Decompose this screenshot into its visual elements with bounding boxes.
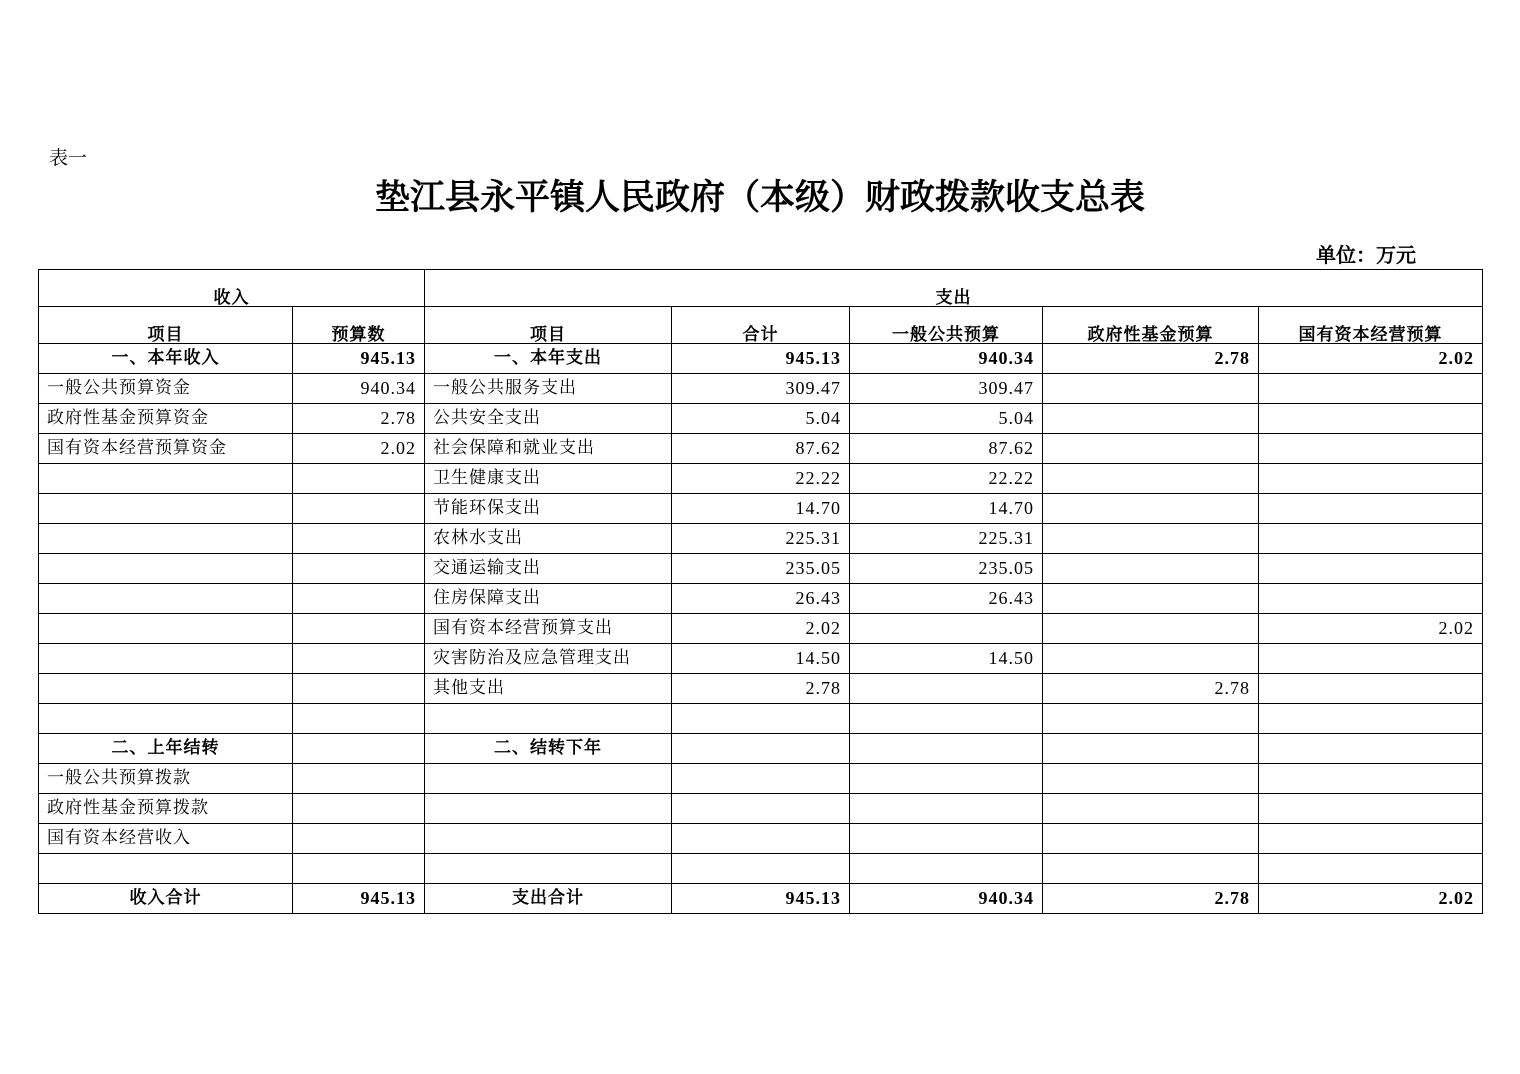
page-title: 垫江县永平镇人民政府（本级）财政拨款收支总表 [374,177,1145,218]
general-budget-cell [850,734,1043,764]
income-value-cell [293,584,425,614]
income-item-cell: 一般公共预算资金 [39,374,293,404]
income-item-cell: 一般公共预算拨款 [39,764,293,794]
gov-fund-cell [1043,554,1259,584]
table-row [39,494,1483,524]
gov-fund-cell [1043,404,1259,434]
expense-item-cell [425,794,672,824]
general-budget-header: 一般公共预算 [850,307,1043,344]
total-cell: 14.50 [672,644,850,674]
table-row [39,704,1483,734]
income-value-cell [293,674,425,704]
income-item-cell [39,644,293,674]
income-value-cell: 2.02 [293,434,425,464]
general-budget-cell [850,824,1043,854]
table-number-label: 表一 [49,147,88,169]
gov-fund-total: 2.78 [1043,884,1259,914]
general-budget-cell [850,764,1043,794]
expense-item-cell: 住房保障支出 [425,584,672,614]
income-value-cell [293,734,425,764]
gov-fund-cell [1043,434,1259,464]
state-capital-cell [1259,404,1483,434]
income-value-cell [293,794,425,824]
state-capital-cell: 2.02 [1259,614,1483,644]
gov-fund-cell [1043,494,1259,524]
table-row [39,524,1483,554]
totals-row [39,884,1483,914]
table-row [39,764,1483,794]
gov-fund-cell [1043,614,1259,644]
income-value-cell [293,854,425,884]
state-capital-cell [1259,854,1483,884]
total-cell: 945.13 [672,344,850,374]
header-row-columns [39,307,1483,344]
table-row [39,734,1483,764]
income-item-cell [39,464,293,494]
gov-fund-cell [1043,794,1259,824]
total-cell: 26.43 [672,584,850,614]
state-capital-cell [1259,764,1483,794]
gov-fund-cell [1043,374,1259,404]
budget-summary-table [38,269,1483,914]
general-budget-cell: 14.70 [850,494,1043,524]
income-value-cell [293,704,425,734]
general-budget-cell: 940.34 [850,344,1043,374]
general-budget-cell [850,614,1043,644]
expense-total-value: 945.13 [672,884,850,914]
expense-item-cell [425,824,672,854]
gov-fund-cell [1043,704,1259,734]
income-item-cell [39,614,293,644]
general-budget-cell [850,674,1043,704]
income-value-cell [293,524,425,554]
state-capital-total: 2.02 [1259,884,1483,914]
total-cell: 5.04 [672,404,850,434]
general-budget-cell: 22.22 [850,464,1043,494]
state-capital-cell [1259,674,1483,704]
income-item-cell: 一、本年收入 [39,344,293,374]
expense-item-cell: 社会保障和就业支出 [425,434,672,464]
income-value-cell [293,614,425,644]
total-cell [672,734,850,764]
total-cell: 2.02 [672,614,850,644]
table-row [39,434,1483,464]
total-cell [672,794,850,824]
income-value-cell [293,464,425,494]
income-item-cell [39,524,293,554]
income-item-header: 项目 [39,307,293,344]
state-capital-cell [1259,494,1483,524]
table-row [39,794,1483,824]
gov-fund-cell [1043,764,1259,794]
expense-item-cell [425,854,672,884]
state-capital-cell [1259,734,1483,764]
gov-fund-budget-header: 政府性基金预算 [1043,307,1259,344]
gov-fund-cell [1043,584,1259,614]
income-value-cell [293,764,425,794]
expense-item-cell: 国有资本经营预算支出 [425,614,672,644]
total-cell [672,764,850,794]
income-value-cell: 2.78 [293,404,425,434]
table-row [39,854,1483,884]
total-cell: 2.78 [672,674,850,704]
general-budget-cell: 14.50 [850,644,1043,674]
expense-item-cell: 公共安全支出 [425,404,672,434]
expense-item-cell: 一、本年支出 [425,344,672,374]
table-row [39,464,1483,494]
state-capital-cell [1259,824,1483,854]
state-capital-cell [1259,704,1483,734]
general-budget-total: 940.34 [850,884,1043,914]
unit-label: 单位：万元 [1316,243,1416,267]
income-item-cell [39,584,293,614]
state-capital-cell [1259,584,1483,614]
income-value-cell [293,494,425,524]
total-cell: 22.22 [672,464,850,494]
expense-item-cell: 节能环保支出 [425,494,672,524]
income-item-cell [39,704,293,734]
general-budget-cell [850,704,1043,734]
total-cell [672,704,850,734]
general-budget-cell [850,854,1043,884]
table-row [39,674,1483,704]
income-item-cell [39,494,293,524]
header-row-group [39,270,1483,307]
table-row [39,374,1483,404]
income-value-cell: 940.34 [293,374,425,404]
total-cell [672,824,850,854]
state-capital-cell [1259,374,1483,404]
income-value-cell [293,644,425,674]
total-cell: 87.62 [672,434,850,464]
income-item-cell: 国有资本经营预算资金 [39,434,293,464]
expense-item-cell: 卫生健康支出 [425,464,672,494]
total-cell: 235.05 [672,554,850,584]
general-budget-cell: 235.05 [850,554,1043,584]
income-item-cell: 政府性基金预算拨款 [39,794,293,824]
total-cell: 309.47 [672,374,850,404]
gov-fund-cell [1043,524,1259,554]
income-value-cell [293,554,425,584]
income-value-cell: 945.13 [293,344,425,374]
income-budget-header: 预算数 [293,307,425,344]
table-row [39,824,1483,854]
general-budget-cell: 5.04 [850,404,1043,434]
gov-fund-cell [1043,854,1259,884]
state-capital-cell [1259,434,1483,464]
expense-item-cell: 灾害防治及应急管理支出 [425,644,672,674]
expense-item-cell: 一般公共服务支出 [425,374,672,404]
table-row [39,404,1483,434]
state-capital-cell [1259,524,1483,554]
state-capital-cell [1259,554,1483,584]
income-value-cell [293,824,425,854]
income-total-value: 945.13 [293,884,425,914]
state-capital-cell: 2.02 [1259,344,1483,374]
expense-item-cell: 交通运输支出 [425,554,672,584]
state-capital-cell [1259,464,1483,494]
total-cell [672,854,850,884]
state-capital-budget-header: 国有资本经营预算 [1259,307,1483,344]
table-row [39,644,1483,674]
general-budget-cell: 309.47 [850,374,1043,404]
income-total-label: 收入合计 [39,884,293,914]
expense-total-label: 支出合计 [425,884,672,914]
expense-item-cell: 二、结转下年 [425,734,672,764]
gov-fund-cell [1043,734,1259,764]
income-item-cell: 二、上年结转 [39,734,293,764]
table-row [39,584,1483,614]
expense-item-cell [425,764,672,794]
state-capital-cell [1259,644,1483,674]
total-header: 合计 [672,307,850,344]
expense-item-header: 项目 [425,307,672,344]
expense-group-header: 支出 [425,270,1483,307]
table-row [39,554,1483,584]
income-item-cell [39,674,293,704]
expense-item-cell: 农林水支出 [425,524,672,554]
income-item-cell: 国有资本经营收入 [39,824,293,854]
general-budget-cell: 225.31 [850,524,1043,554]
expense-item-cell [425,704,672,734]
table-row [39,614,1483,644]
general-budget-cell [850,794,1043,824]
general-budget-cell: 26.43 [850,584,1043,614]
gov-fund-cell: 2.78 [1043,344,1259,374]
income-item-cell [39,554,293,584]
income-item-cell: 政府性基金预算资金 [39,404,293,434]
total-cell: 225.31 [672,524,850,554]
gov-fund-cell [1043,824,1259,854]
general-budget-cell: 87.62 [850,434,1043,464]
gov-fund-cell [1043,464,1259,494]
income-group-header: 收入 [39,270,425,307]
total-cell: 14.70 [672,494,850,524]
income-item-cell [39,854,293,884]
state-capital-cell [1259,794,1483,824]
gov-fund-cell [1043,644,1259,674]
gov-fund-cell: 2.78 [1043,674,1259,704]
table-row [39,344,1483,374]
expense-item-cell: 其他支出 [425,674,672,704]
